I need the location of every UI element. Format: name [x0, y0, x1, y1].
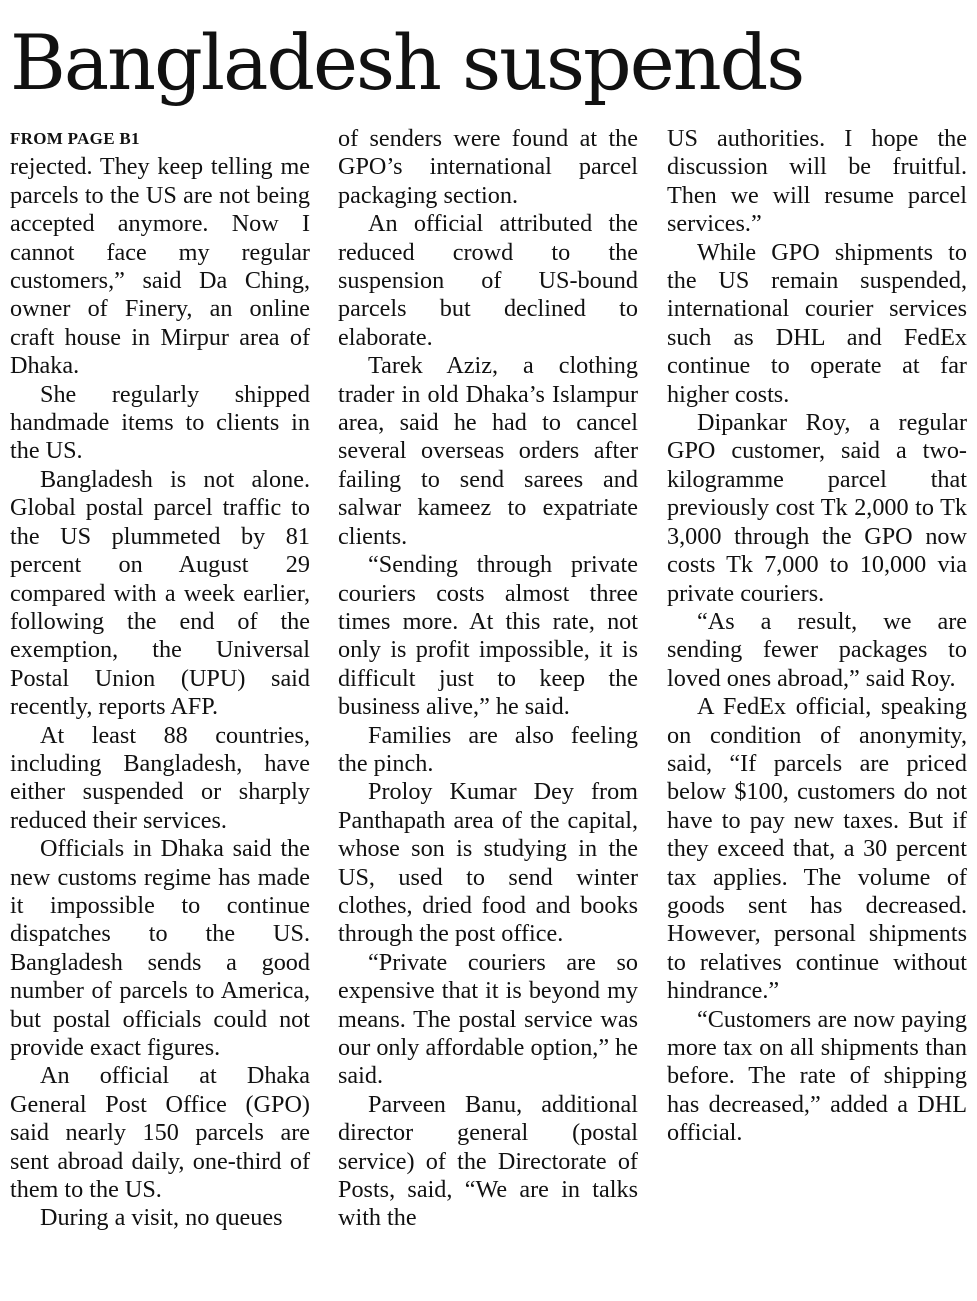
from-page-kicker: FROM PAGE B1	[10, 129, 140, 148]
paragraph: Tarek Aziz, a clothing trader in old Dhaka’s Islampur area, said he had to cancel several overseas orders after failing to send sarees and salwar kameez to expatriate clients.	[338, 352, 638, 550]
paragraph: At least 88 countries, including Bangladesh, have either suspended or sharply reduced their services.	[10, 721, 310, 834]
paragraph: rejected. They keep telling me parcels to the US are not being accepted anymore. Now I cannot face my regular customers,” said Da Ching, owner of Finery, an online craft house in Mirpur area of Dhaka.	[10, 153, 310, 380]
paragraph: During a visit, no queues	[40, 1204, 283, 1232]
paragraph: A FedEx official, speaking on condition of anonymity, said, “If parcels are priced below $100, customers do not have to pay new taxes. But if they exceed that, a 30 percent tax applies. The volume of goods sent has decreased. However, personal shipments to relatives continue without hindrance.”	[667, 693, 967, 1005]
paragraph: An official attributed the reduced crowd to the suspension of US-bound parcels but declined to elaborate.	[338, 210, 638, 351]
paragraph: She regularly shipped handmade items to clients in the US.	[10, 380, 310, 465]
paragraph: “Customers are now paying more tax on all shipments than before. The rate of shipping has decreased,” added a DHL official.	[667, 1005, 967, 1147]
paragraph: US authorities. I hope the discussion will be fruitful. Then we will resume parcel services.”	[667, 125, 967, 238]
paragraph: Proloy Kumar Dey from Panthapath area of the capital, whose son is studying in the US, used to send winter clothes, dried food and books through the post office.	[338, 778, 638, 948]
paragraph: An official at Dhaka General Post Office (GPO) said nearly 150 parcels are sent abroad daily, one-third of them to the US.	[10, 1062, 310, 1204]
paragraph: Parveen Banu, additional director general (postal service) of the Directorate of Posts, said, “We are in talks with the	[338, 1090, 638, 1232]
article-column-1	[10, 125, 310, 1233]
paragraph: “Private couriers are so expensive that it is beyond my means. The postal service was our only affordable option,” he said.	[338, 948, 638, 1090]
paragraph: of senders were found at the GPO’s international parcel packaging section.	[338, 125, 638, 209]
paragraph: “Sending through private couriers costs almost three times more. At this rate, not only is profit impossible, it is difficult just to keep the business alive,” he said.	[338, 551, 638, 721]
headline: Bangladesh suspends	[10, 18, 804, 107]
article-column-2	[338, 125, 638, 1233]
paragraph: Officials in Dhaka said the new customs regime has made it impossible to continue dispatches to the US. Bangladesh sends a good number of parcels to America, but postal officials could not provide exact figures.	[10, 835, 310, 1061]
paragraph: Families are also feeling the pinch.	[338, 721, 638, 777]
article-column-3	[667, 125, 967, 1148]
paragraph: While GPO shipments to the US remain suspended, international courier services such as DHL and FedEx continue to operate at far higher costs.	[667, 238, 967, 408]
paragraph: Bangladesh is not alone. Global postal parcel traffic to the US plummeted by 81 percent on August 29 compared with a week earlier, following the end of the exemption, the Universal Postal Union (UPU) said recently, reports AFP.	[10, 465, 310, 721]
paragraph: “As a result, we are sending fewer packages to loved ones abroad,” said Roy.	[667, 607, 967, 692]
paragraph: Dipankar Roy, a regular GPO customer, said a two-kilogramme parcel that previously cost Tk 2,000 to Tk 3,000 through the GPO now costs Tk 7,000 to 10,000 via private couriers.	[667, 409, 967, 607]
